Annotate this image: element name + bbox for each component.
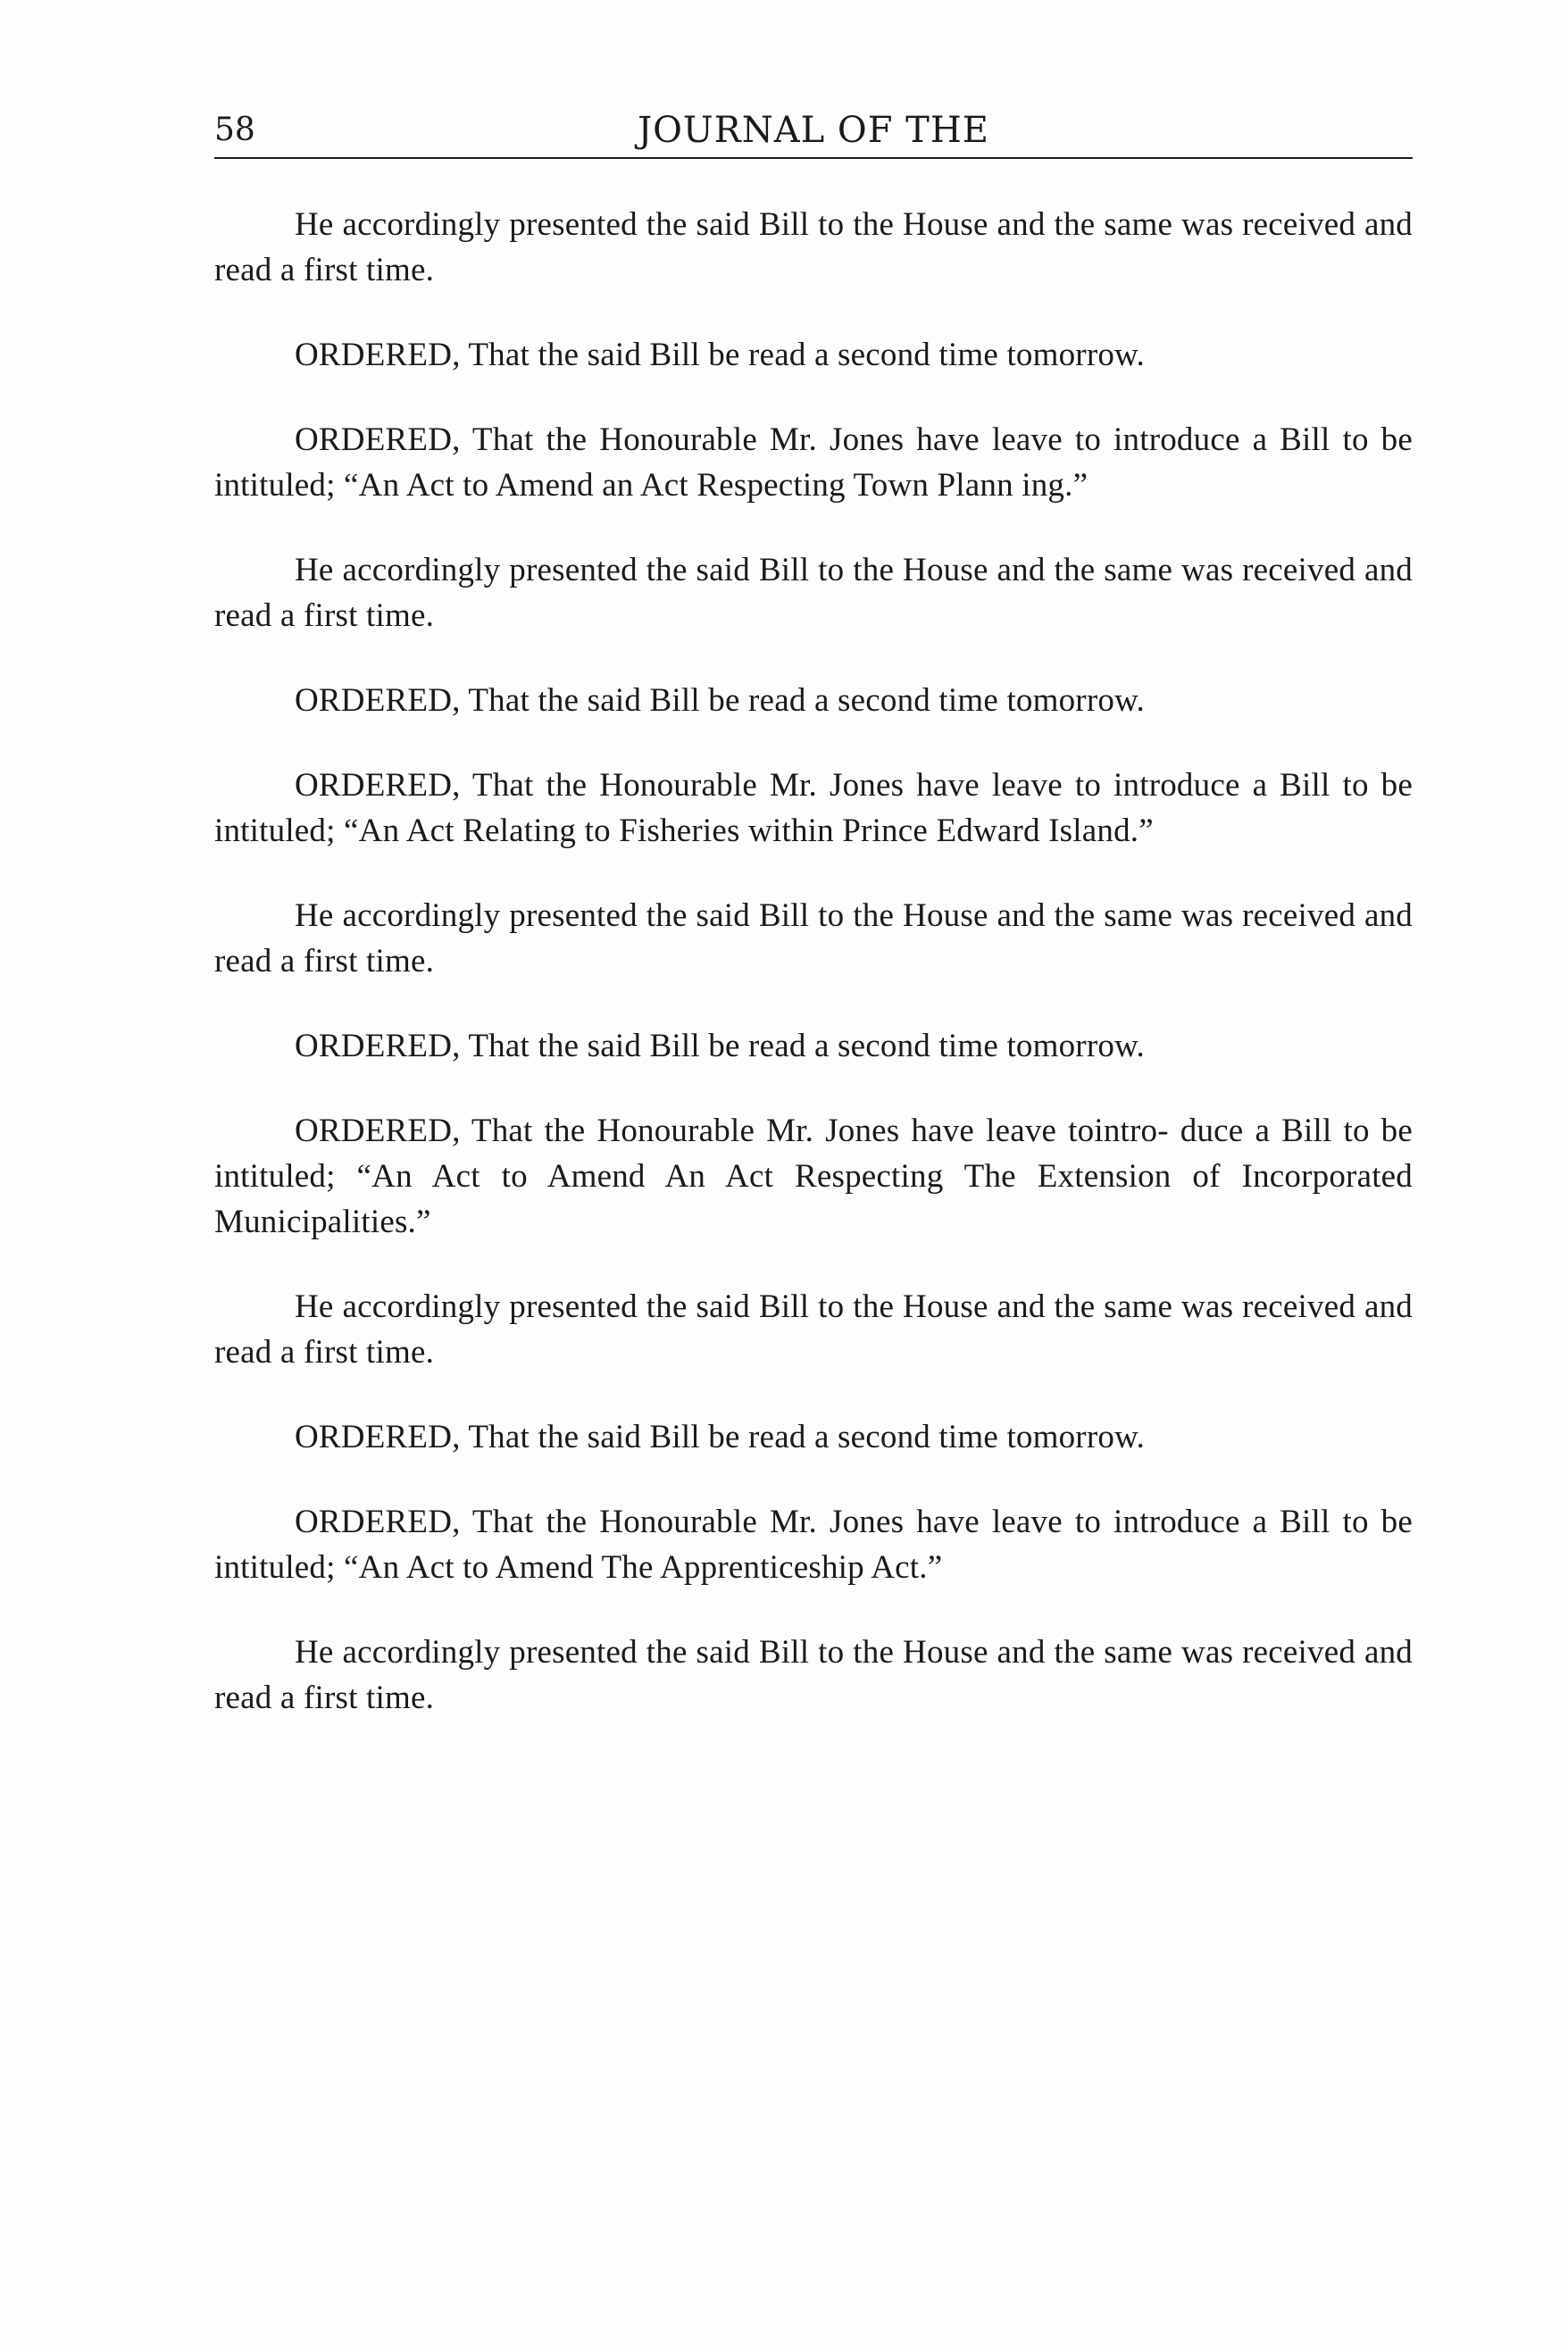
paragraph-ordered-leave: ORDERED, That the Honourable Mr. Jones have leave to introduce a Bill to be intituled; “An Act to Amend The Apprenticeship Act.” xyxy=(214,1504,1413,1586)
paragraph-presented: He accordingly presented the said Bill to the House and the same was received and read a first time. xyxy=(214,206,1413,288)
paragraph-presented: He accordingly presented the said Bill to the House and the same was received and read a first time. xyxy=(214,1634,1413,1716)
paragraph-presented: He accordingly presented the said Bill to the House and the same was received and read a first time. xyxy=(214,1288,1413,1371)
paragraph-ordered-leave: ORDERED, That the Honourable Mr. Jones have leave to introduce a Bill to be intituled; “An Act Relating to Fisheries within Prince Edward Island.” xyxy=(214,767,1413,849)
paragraph-ordered-second-reading: ORDERED, That the said Bill be read a second time tomorrow. xyxy=(295,682,1146,719)
paragraph-presented: He accordingly presented the said Bill to the House and the same was received and read a first time. xyxy=(214,552,1413,634)
paragraph-ordered-leave: ORDERED, That the Honourable Mr. Jones have leave to introduce a Bill to be intituled; “An Act to Amend an Act Respecting Town Plann ing.” xyxy=(214,421,1413,504)
paragraph-presented: He accordingly presented the said Bill to the House and the same was received and read a first time. xyxy=(214,897,1413,980)
header-rule xyxy=(214,157,1413,159)
paragraph-ordered-leave: ORDERED, That the Honourable Mr. Jones have leave tointro- duce a Bill to be intituled; “An Act to Amend An Act Respecting The Extension of Incorporated Municipalities.” xyxy=(214,1113,1413,1240)
paragraph-ordered-second-reading: ORDERED, That the said Bill be read a second time tomorrow. xyxy=(295,1419,1146,1455)
paragraph-ordered-second-reading: ORDERED, That the said Bill be read a second time tomorrow. xyxy=(295,337,1146,373)
page-header xyxy=(214,105,1413,155)
running-head: JOURNAL OF THE xyxy=(638,110,989,151)
journal-body xyxy=(214,202,1413,1760)
paragraph-ordered-second-reading: ORDERED, That the said Bill be read a second time tomorrow. xyxy=(295,1028,1146,1064)
page-number: 58 xyxy=(214,112,255,148)
